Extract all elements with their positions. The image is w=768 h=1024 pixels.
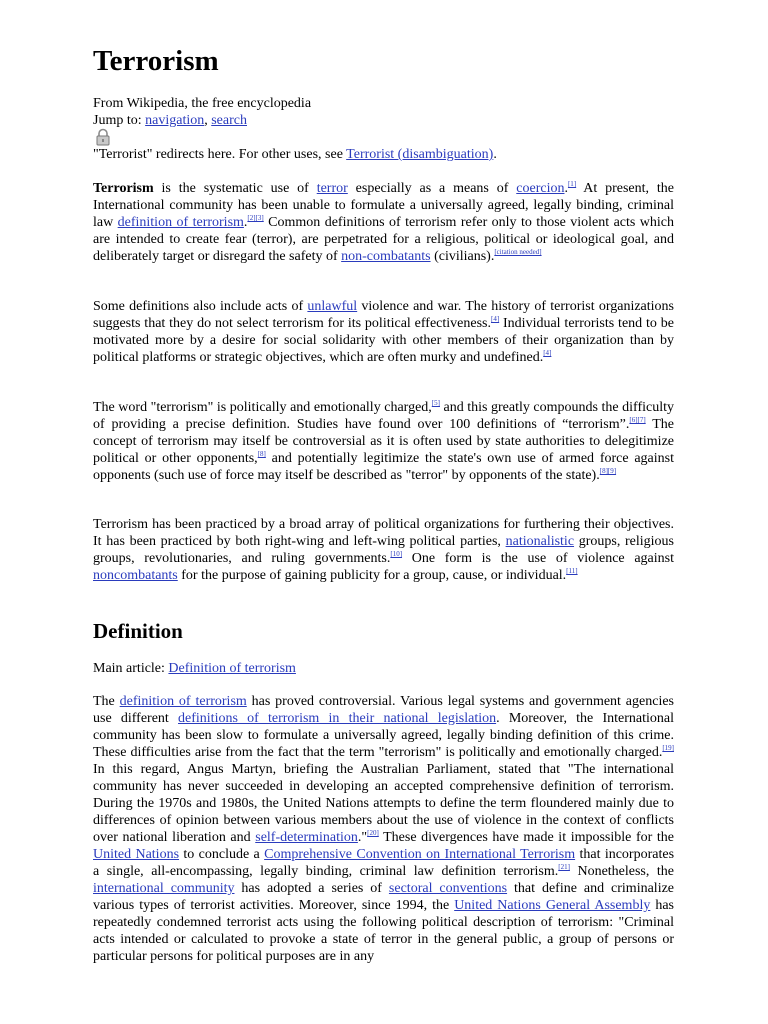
citation-ref[interactable]: [21]: [558, 863, 570, 871]
lock-icon: [95, 128, 111, 146]
text: These divergences have made it impossible for the: [378, 830, 674, 845]
link-definition-of-terrorism[interactable]: definition of terrorism: [117, 215, 244, 230]
link-comprehensive-convention[interactable]: Comprehensive Convention on International Terrorism: [264, 847, 576, 862]
link-nationalistic[interactable]: nationalistic: [505, 534, 575, 549]
citation-ref[interactable]: [11]: [566, 567, 578, 575]
text: Nonetheless, the: [569, 864, 675, 879]
text: The: [93, 694, 120, 709]
text: (civilians).: [430, 249, 495, 264]
text: Common definitions of terrorism refer only to those violent acts which are intended to create fear (terror), are perpetrated for a religious, political or ideological goal, and deliberately target or disregard the safety of: [93, 215, 674, 264]
text: for the purpose of gaining publicity for a group, cause, or individual.: [177, 568, 567, 583]
citation-ref[interactable]: [1]: [567, 180, 577, 188]
paragraph-intro-1: [93, 180, 674, 265]
jump-separator: ,: [204, 113, 212, 128]
citation-ref[interactable]: [19]: [662, 744, 674, 752]
text: The word "terrorism" is politically and emotionally charged,: [93, 400, 432, 415]
text: violence and war. The history of terrorist organizations suggests that they do not select terrorism for its political effectiveness.: [93, 299, 674, 331]
jump-navigation-link[interactable]: navigation: [145, 113, 205, 128]
text: The concept of terrorism may itself be controversial as it is often used by state authorities to delegitimize political or other opponents,: [93, 417, 674, 466]
text: and potentially legitimize the state's own use of armed force against opponents (such use of force may itself be described as "terror" by opponents of the state).: [93, 451, 674, 483]
jump-to-label: Jump to:: [93, 113, 146, 128]
link-international-community[interactable]: international community: [93, 881, 235, 896]
text: .: [564, 181, 568, 196]
citation-needed[interactable]: [citation needed]: [494, 248, 542, 256]
link-non-combatants[interactable]: non-combatants: [341, 249, 431, 264]
link-self-determination[interactable]: self-determination: [255, 830, 358, 845]
paragraph-intro-4: [93, 516, 674, 584]
citation-ref[interactable]: [4]: [490, 315, 500, 323]
paragraph-definition: [93, 693, 674, 965]
link-sectoral-conventions[interactable]: sectoral conventions: [388, 881, 508, 896]
paragraph-intro-3: [93, 399, 674, 484]
text: has adopted a series of: [234, 881, 389, 896]
link-united-nations[interactable]: United Nations: [93, 847, 180, 862]
text: groups, religious groups, revolutionaries, and ruling governments.: [93, 534, 675, 566]
text: . Moreover, the International community has been slow to formulate a universally agreed, legally binding definition of this crime. These difficulties arise from the fact that the term "terrorism" is politically and emotionally charged.: [93, 711, 674, 760]
link-definition-of-terrorism[interactable]: definition of terrorism: [119, 694, 247, 709]
link-terror[interactable]: terror: [316, 181, 348, 196]
text: One form is the use of violence against: [402, 551, 674, 566]
text: has proved controversial. Various legal systems and government agencies use different: [93, 694, 675, 726]
hatnote-end: .: [493, 147, 497, 162]
link-unlawful[interactable]: unlawful: [307, 299, 358, 314]
main-article-label: Main article:: [93, 661, 169, 676]
text: At present, the International community has been unable to formulate a universally agreed, legally binding, criminal law: [93, 181, 674, 230]
text: .: [243, 215, 248, 230]
citation-ref[interactable]: [8][9]: [599, 467, 617, 475]
text: In this regard, Angus Martyn, briefing the Australian Parliament, stated that "The international community has never succeeded in developing an accepted comprehensive definition of terrorism. During the 1970s and 1980s, the United Nations attempts to define the term floundered mainly due to differences of opinion between various members about the use of violence in the context of conflicts over national liberation and: [93, 762, 674, 845]
citation-ref[interactable]: [6][7]: [629, 416, 646, 424]
section-heading-definition: Definition: [93, 619, 183, 643]
bold-term: Terrorism: [93, 181, 154, 196]
hatnote: [93, 146, 497, 163]
text: especially as a means of: [347, 181, 517, 196]
main-article-note: [93, 660, 296, 677]
citation-ref[interactable]: [10]: [390, 550, 403, 558]
main-article-link[interactable]: Definition of terrorism: [168, 661, 296, 676]
paragraph-intro-2: [93, 298, 674, 366]
link-coercion[interactable]: coercion: [516, 181, 565, 196]
text: to conclude a: [179, 847, 265, 862]
jump-search-link[interactable]: search: [211, 113, 247, 128]
citation-ref[interactable]: [4]: [543, 349, 552, 357]
text: Some definitions also include acts of: [93, 299, 308, 314]
link-un-general-assembly[interactable]: United Nations General Assembly: [454, 898, 651, 913]
disambiguation-link[interactable]: Terrorist (disambiguation): [346, 147, 494, 162]
text: .": [357, 830, 368, 845]
citation-ref[interactable]: [2][3]: [247, 214, 264, 222]
text: that incorporates a single, all-encompassing, legally binding, criminal law definition terrorism.: [93, 847, 675, 879]
text: Terrorism has been practiced by a broad array of political organizations for furthering their objectives. It has been practiced by both right-wing and left-wing political parties,: [93, 517, 674, 549]
hatnote-text: "Terrorist" redirects here. For other uses, see: [93, 147, 347, 162]
text: that define and criminalize various types of terrorist activities. Moreover, since 1994, the: [93, 881, 675, 913]
citation-ref[interactable]: [8]: [257, 450, 266, 458]
citation-ref[interactable]: [5]: [431, 399, 440, 407]
text: is the systematic use of: [153, 181, 317, 196]
page-title: Terrorism: [93, 45, 219, 77]
link-national-legislation[interactable]: definitions of terrorism in their national legislation: [178, 711, 497, 726]
citation-ref[interactable]: [20]: [367, 829, 379, 837]
tagline: From Wikipedia, the free encyclopedia: [93, 96, 312, 111]
link-noncombatants[interactable]: noncombatants: [93, 568, 178, 583]
text: and this greatly compounds the difficulty of providing a precise definition. Studies have found over 100 definitions of “terrorism”.: [93, 400, 675, 432]
text: Individual terrorists tend to be motivated more by a desire for social solidarity with other members of their organization than by political platforms or strategic objectives, which are often murky and undefined.: [93, 316, 674, 365]
text: has repeatedly condemned terrorist acts using the following political description of terrorism: "Criminal acts intended or calculated to provoke a state of terror in the general public, a group of persons or particular persons for political purposes are in any: [93, 898, 674, 964]
jump-to: [93, 112, 247, 129]
